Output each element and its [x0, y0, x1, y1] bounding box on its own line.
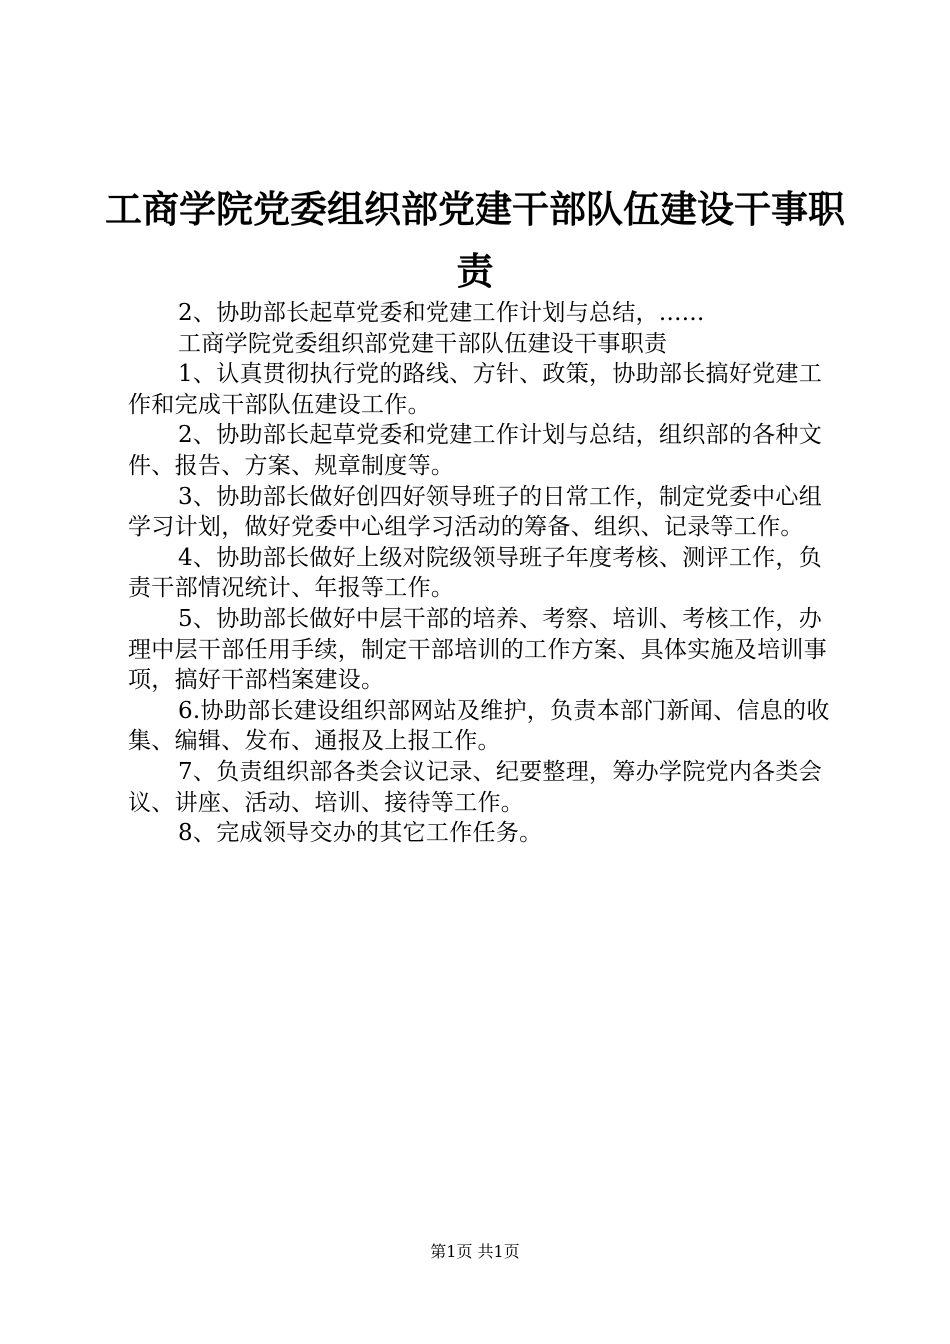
paragraph-duty-6: 6.协助部长建设组织部网站及维护，负责本部门新闻、信息的收集、编辑、发布、通报及上报工作。 [128, 697, 830, 755]
paragraph-summary: 2、协助部长起草党委和党建工作计划与总结，...... [178, 300, 705, 326]
document-body [128, 298, 832, 849]
paragraph-duty-1: 1、认真贯彻执行党的路线、方针、政策，协助部长搞好党建工作和完成干部队伍建设工作。 [128, 361, 823, 418]
paragraph-duty-4: 4、协助部长做好上级对院级领导班子年度考核、测评工作，负责干部情况统计、年报等工作。 [128, 544, 823, 602]
document-title: 工商学院党委组织部党建干部队伍建设干事职责 [105, 187, 845, 293]
paragraph-subtitle: 工商学院党委组织部党建干部队伍建设干事职责 [178, 330, 668, 357]
paragraph-duty-7: 7、负责组织部各类会议记录、纪要整理，筹办学院党内各类会议、讲座、活动、培训、接待等工作。 [128, 758, 823, 816]
paragraph-duty-8: 8、完成领导交办的其它工作任务。 [178, 820, 543, 847]
paragraph-duty-2: 2、协助部长起草党委和党建工作计划与总结，组织部的各种文件、报告、方案、规章制度等。 [128, 422, 823, 479]
page-footer: 第1页 共1页 [430, 1242, 520, 1261]
paragraph-duty-3: 3、协助部长做好创四好领导班子的日常工作，制定党委中心组学习计划，做好党委中心组学习活动的筹备、组织、记录等工作。 [128, 483, 823, 541]
paragraph-duty-5: 5、协助部长做好中层干部的培养、考察、培训、考核工作，办理中层干部任用手续，制定干部培训的工作方案、具体实施及培训事项，搞好干部档案建设。 [128, 605, 827, 694]
